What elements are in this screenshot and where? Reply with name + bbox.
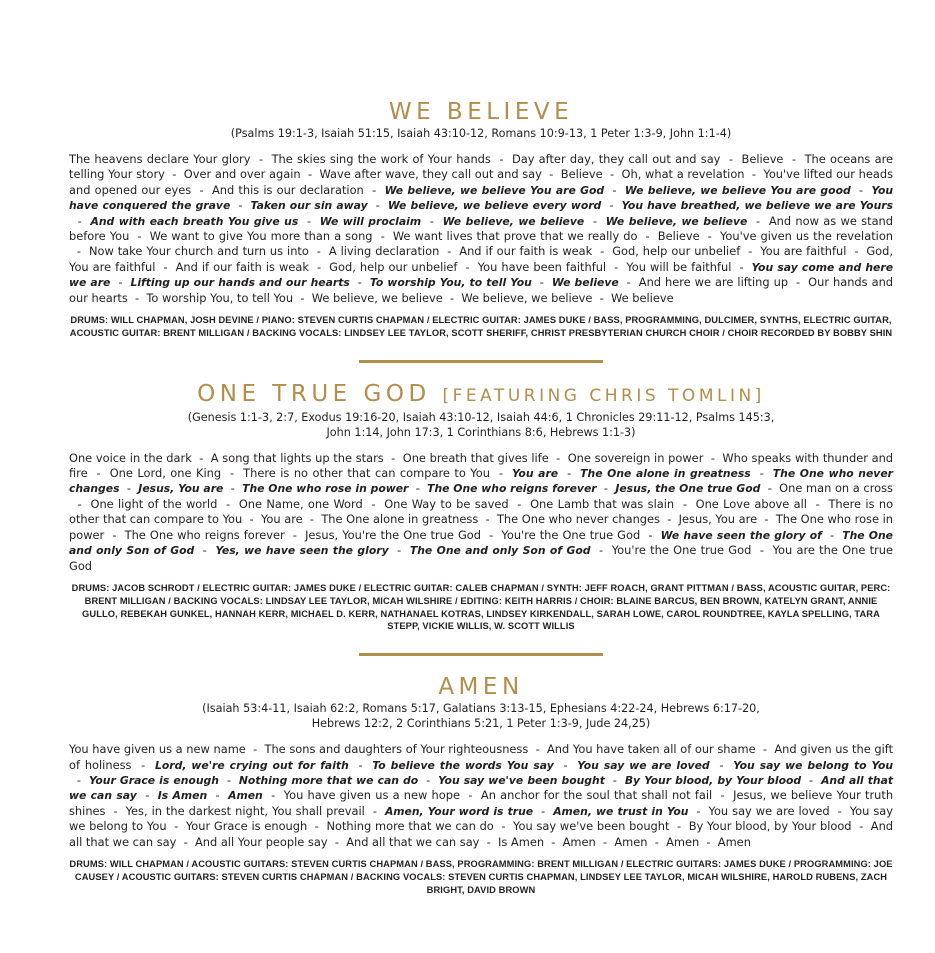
lyric-line: You say we belong to You [69, 803, 894, 834]
lyric-separator: - [590, 543, 612, 558]
lyric-line: An anchor for the soul that shall not fail [480, 788, 713, 803]
lyric-separator: - [223, 481, 243, 496]
lyric-line: The oceans are telling Your story [69, 152, 894, 182]
lyric-separator: - [750, 466, 773, 481]
lyric-separator: - [595, 834, 615, 849]
lyric-line: One breath that gives life [402, 450, 549, 465]
lyric-line: One man on a cross [779, 481, 893, 496]
lyric-separator: - [720, 152, 742, 166]
lyric-line-chorus: Lifting up our hands and our hearts [130, 276, 350, 290]
lyric-separator: - [604, 772, 625, 787]
lyric-line: And all that we can say [69, 819, 894, 849]
lyric-separator: - [601, 198, 622, 213]
scripture-line: John 1:14, John 17:3, 1 Corinthians 8:6, Hebrews 1:1-3) [326, 425, 636, 439]
lyric-line: One Lord, one King [109, 466, 222, 481]
lyric-line: Yes, in the darkest night, You shall prevail [125, 803, 365, 818]
lyric-separator: - [459, 788, 481, 803]
lyrics-text [69, 152, 893, 306]
lyric-line-chorus: You say come and here we are [69, 260, 894, 290]
lyric-line: And here we are lifting up [638, 275, 789, 290]
scripture-line: (Genesis 1:1-3, 2:7, Exodus 19:16-20, Isaiah 43:10-12, Isaiah 44:6, 1 Chronicles 29:11-12, Psalms 145:3, [187, 410, 775, 424]
scripture-references [69, 410, 893, 440]
lyric-line: Jesus, You are [678, 512, 758, 527]
lyric-line-chorus: We believe, we believe every word [387, 199, 602, 213]
lyric-line: And this is our declaration [211, 182, 364, 197]
lyric-separator: - [69, 244, 89, 259]
lyric-separator: - [744, 167, 764, 182]
song-title-text: AMEN [438, 674, 524, 701]
song-title [69, 380, 893, 410]
lyric-separator: - [129, 229, 150, 244]
lyric-separator: - [293, 290, 312, 305]
lyric-separator: - [544, 834, 563, 849]
lyric-separator: - [439, 244, 460, 259]
lyric-separator: - [242, 512, 261, 527]
credits: DRUMS: JACOB SCHRODT / ELECTRIC GUITAR: JAMES DUKE / ELECTRIC GUITAR: CALEB CHAPMAN / SYNTH: JEFF ROACH, GRANT PITTMAN / BASS, ACOUSTIC GUITAR, PERC: BRENT MILLIGAN / BACKING VOCALS: LINDSAY LEE TAYLOR, MICAH WILSHIRE / EDITING: KEITH HARRIS / CHOIR: BLAINE BARCUS, BEN BROWN, KATELYN GRANT, ANNIE GULLO, REBEKAH GUNKEL, HANNAH KERR, MICHAEL D. KERR, NATHANAEL KOTRAS, LINDSEY KIRKENDALL, SARAH LOWE, CAROL ROUNDTREE, KAYLA SPELLING, TARA STEPP, VICKIE WILLIS, W. SCOTT WILLIS [71, 582, 891, 632]
lyric-line: The sons and daughters of Your righteousness [264, 742, 529, 757]
lyric-line-chorus: Taken our sin away [250, 199, 368, 213]
lyric-separator: - [221, 466, 244, 481]
song-we-believe [69, 98, 893, 340]
lyric-line-chorus: The One who rose in power [242, 482, 409, 496]
lyric-line: God, help our unbelief [612, 244, 741, 259]
lyric-separator: - [349, 275, 370, 290]
lyric-separator: - [457, 259, 478, 274]
lyric-separator: - [69, 772, 89, 787]
lyric-line: You say we've been bought [513, 819, 670, 834]
lyric-line: You have given us a new hope [283, 788, 460, 803]
lyric-separator: - [659, 512, 679, 527]
lyric-line: One light of the world [90, 496, 218, 511]
lyric-separator: - [87, 466, 110, 481]
lyric-line: Amen [666, 834, 700, 849]
lyric-line: A living declaration [328, 244, 440, 259]
lyric-line: One Way to be saved [384, 496, 509, 511]
lyric-separator: - [164, 167, 184, 182]
lyric-line: You have given us a new name [69, 742, 246, 757]
lyric-line: Nothing more that we can do [326, 819, 494, 834]
lyric-line-chorus: We believe, we believe [605, 214, 748, 228]
lyric-separator: - [699, 834, 718, 849]
lyric-separator: - [302, 512, 322, 527]
lyric-line: Now take Your church and turn us into [88, 244, 309, 259]
lyric-separator: - [479, 834, 499, 849]
lyric-line-chorus: Amen [228, 789, 263, 803]
lyric-separator: - [755, 742, 775, 757]
lyric-separator: - [308, 244, 329, 259]
lyric-line: You are the One true God [69, 543, 893, 573]
lyric-separator: - [637, 229, 658, 244]
lyric-separator: - [110, 275, 131, 290]
lyric-separator: - [191, 450, 211, 465]
lyric-line-chorus: Is Amen [157, 789, 208, 803]
lyric-separator: - [250, 152, 272, 166]
lyric-line: Jesus, You're the One true God [305, 527, 482, 542]
lyric-line: One Name, one Word [238, 496, 363, 511]
lyric-line: Jesus, we believe Your truth shines [69, 788, 894, 818]
lyric-separator: - [699, 229, 720, 244]
lyric-separator: - [647, 834, 667, 849]
lyric-line: God, help our unbelief [329, 259, 458, 274]
lyric-separator: - [300, 167, 320, 182]
lyric-separator: - [541, 167, 561, 182]
lyric-separator: - [548, 450, 568, 465]
lyric-separator: - [105, 803, 126, 818]
lyric-separator: - [372, 229, 393, 244]
lyric-separator: - [127, 290, 147, 305]
lyric-line: Believe [741, 152, 784, 166]
lyric-separator: - [829, 803, 850, 818]
lyric-separator: - [592, 290, 612, 305]
lyric-line-chorus: Jesus, the One true God [615, 482, 761, 496]
lyric-line: You are [260, 512, 303, 527]
lyric-separator: - [245, 742, 265, 757]
lyric-separator: - [104, 527, 125, 542]
lyric-separator: - [640, 527, 661, 542]
lyric-separator: - [367, 198, 388, 213]
lyric-separator: - [806, 496, 829, 511]
lyric-separator: - [821, 527, 843, 542]
lyric-line: A song that lights up the stars [210, 450, 384, 465]
lyric-line: You say we are loved [708, 803, 830, 818]
lyric-line: Your Grace is enough [185, 819, 308, 834]
lyric-line: And now as we stand before You [69, 213, 894, 244]
lyric-separator: - [788, 275, 809, 290]
lyric-line-chorus: And all that we can say [69, 773, 894, 803]
lyric-separator: - [155, 259, 176, 274]
lyric-separator: - [558, 466, 581, 481]
lyric-separator: - [69, 496, 91, 511]
lyric-line: You've lifted our heads and opened our eyes [69, 167, 894, 197]
lyric-separator: - [604, 182, 625, 197]
lyric-separator: - [230, 198, 251, 213]
lyric-separator: - [531, 275, 552, 290]
lyric-line: And You have taken all of our shame [547, 742, 756, 757]
lyric-line: To worship You, to tell You [146, 290, 294, 305]
lyric-line-chorus: You say we belong to You [733, 758, 894, 772]
lyric-line: One Lamb that was slain [530, 496, 675, 511]
lyric-separator: - [308, 259, 330, 274]
lyric-line: You have been faithful [477, 259, 607, 274]
lyric-separator: - [348, 757, 373, 772]
lyric-separator: - [553, 757, 578, 772]
lyric-line-chorus: The One and only Son of God [409, 544, 591, 558]
lyric-separator: - [478, 512, 497, 527]
lyric-separator: - [751, 543, 773, 558]
lyric-separator: - [731, 259, 752, 274]
lyric-line-chorus: We believe, we believe [442, 214, 585, 228]
lyric-separator: - [364, 803, 385, 818]
lyric-separator: - [362, 496, 385, 511]
song-featuring: [FEATURING CHRIS TOMLIN] [442, 385, 765, 406]
lyric-separator: - [669, 819, 689, 834]
lyric-line-chorus: We will proclaim [319, 214, 422, 228]
lyric-line: And given us the gift of holiness [69, 742, 894, 772]
lyric-line: Day after day, they call out and say [511, 152, 721, 166]
lyric-separator: - [688, 803, 709, 818]
lyric-line: Our hands and our hearts [69, 275, 894, 305]
lyric-line: By Your blood, by Your blood [688, 819, 852, 834]
scripture-line: (Isaiah 53:4-11, Isaiah 62:2, Romans 5:17, Galatians 3:13-15, Ephesians 4:22-24, Hebrews 6:17-20, [202, 702, 760, 716]
lyric-line: Over and over again [183, 167, 301, 182]
lyric-separator: - [712, 788, 734, 803]
lyric-line: You're the One true God [611, 543, 752, 558]
lyric-separator: - [298, 213, 320, 228]
lyric-line: We believe [611, 290, 674, 305]
lyric-separator: - [388, 543, 410, 558]
lyric-separator: - [307, 819, 327, 834]
scripture-references [69, 701, 893, 731]
lyric-separator: - [528, 742, 548, 757]
lyric-line: God, You are faithful [69, 244, 894, 274]
lyric-separator: - [418, 772, 439, 787]
lyric-line: Wave after wave, they call out and say [319, 167, 542, 182]
lyric-separator: - [191, 182, 212, 197]
lyric-separator: - [850, 182, 872, 197]
lyric-line: Believe [657, 229, 700, 244]
lyric-line: The One who rose in power [69, 512, 894, 542]
credits: DRUMS: WILL CHAPMAN, JOSH DEVINE / PIANO: STEVEN CURTIS CHAPMAN / ELECTRIC GUITAR: JAMES DUKE / BASS, PROGRAMMING, DULCIMER, SYNTHS, ELECTRIC GUITAR, ACOUSTIC GUITAR: BRENT MILLIGAN / BACKING VOCALS: LINDSEY LEE TAYLOR, SCOTT SHERIFF, CHRIST PRESBYTERIAN CHURCH CHOIR / CHOIR RECORDED BY BOBBY SHIN [69, 315, 893, 338]
lyric-separator: - [801, 772, 822, 787]
lyric-separator: - [481, 527, 502, 542]
lyric-separator: - [489, 466, 512, 481]
lyric-line: We want to give You more than a song [149, 229, 373, 244]
lyric-line: The One who never changes [496, 512, 660, 527]
lyric-line-chorus: You say we've been bought [438, 773, 605, 787]
lyric-separator: - [194, 543, 216, 558]
lyric-line: And if our faith is weak [459, 244, 593, 259]
lyric-separator: - [747, 213, 769, 228]
lyric-line-chorus: We have seen the glory of [660, 528, 822, 542]
scripture-line: Hebrews 12:2, 2 Corinthians 5:21, 1 Peter 1:3-9, Jude 24,25) [311, 717, 651, 731]
lyric-separator: - [69, 213, 91, 228]
lyric-line: Amen [717, 834, 751, 849]
lyrics-text [69, 742, 893, 850]
lyric-separator: - [363, 182, 385, 197]
lyric-line-chorus: To worship You, to tell You [369, 276, 532, 290]
lyric-separator: - [383, 450, 403, 465]
lyric-separator: - [442, 290, 462, 305]
lyric-line-chorus: The One alone in greatness [580, 467, 751, 481]
lyric-separator: - [618, 275, 639, 290]
lyric-line-chorus: Amen, we trust in You [553, 804, 689, 818]
lyric-separator: - [533, 803, 554, 818]
lyric-separator: - [846, 244, 867, 259]
lyric-line-chorus: We believe [551, 276, 619, 290]
lyric-separator: - [592, 244, 613, 259]
lyric-line-chorus: You say we are loved [577, 758, 710, 772]
lyric-separator: - [119, 481, 139, 496]
lyric-line-chorus: By Your blood, by Your blood [624, 773, 802, 787]
lyric-separator: - [490, 152, 512, 166]
lyric-line-chorus: Nothing more that we can do [238, 773, 419, 787]
lyric-line-chorus: The One who never changes [69, 467, 893, 496]
lyric-separator: - [602, 167, 622, 182]
lyric-line: And all that we can say [346, 834, 480, 849]
lyric-separator: - [508, 496, 531, 511]
lyric-separator: - [760, 481, 780, 496]
lyric-line: Who speaks with thunder and fire [69, 450, 894, 481]
lyric-line: Amen [562, 834, 596, 849]
lyric-line: The One alone in greatness [321, 512, 479, 527]
lyric-line-chorus: You have conquered the grave [69, 183, 894, 213]
lyric-separator: - [327, 834, 347, 849]
lyric-separator: - [217, 496, 239, 511]
lyric-line: We believe, we believe [311, 290, 443, 305]
scripture-references [69, 126, 893, 141]
scripture-line: (Psalms 19:1-3, Isaiah 51:15, Isaiah 43:10-12, Romans 10:9-13, 1 Peter 1:3-9, John 1:1-4) [230, 127, 732, 140]
lyric-separator: - [584, 213, 606, 228]
lyric-line: Believe [560, 167, 603, 182]
lyric-separator: - [493, 819, 514, 834]
lyric-separator: - [166, 819, 186, 834]
lyric-separator: - [421, 213, 443, 228]
lyric-line: And if our faith is weak [175, 259, 309, 274]
lyric-line: We want lives that prove that we really do [392, 229, 638, 244]
song-title-text: ONE TRUE GOD [197, 380, 431, 407]
song-title [69, 98, 893, 126]
song-amen [69, 673, 893, 896]
lyric-separator: - [757, 512, 776, 527]
lyric-line: One Love above all [695, 496, 807, 511]
lyric-line: Oh, what a revelation [621, 167, 745, 182]
credits: DRUMS: WILL CHAPMAN / ACOUSTIC GUITARS: STEVEN CURTIS CHAPMAN / BASS, PROGRAMMING: BRENT MILLIGAN / ELECTRIC GUITARS: JAMES DUKE / PROGRAMMING: JOE CAUSEY / ACOUSTIC GUITARS: STEVEN CURTIS CHAPMAN / BACKING VOCALS: STEVEN CURTIS CHAPMAN, LINDSEY LEE TAYLOR, MICAH WILSHIRE, HAROLD RUBENS, ZACH BRIGHT, DAVID BROWN [69, 858, 893, 895]
lyric-separator: - [606, 259, 627, 274]
lyric-line: We believe, we believe [461, 290, 593, 305]
lyric-line-chorus: You are [512, 467, 559, 481]
lyric-line-chorus: And with each breath You give us [90, 214, 299, 228]
lyric-line: The heavens declare Your glory [69, 152, 251, 166]
lyric-separator: - [284, 527, 306, 542]
lyric-line: The skies sing the work of Your hands [271, 152, 491, 166]
lyric-line: Amen [614, 834, 648, 849]
lyric-line-chorus: Yes, we have seen the glory [215, 544, 389, 558]
lyrics-page [69, 98, 893, 896]
section-divider [359, 360, 603, 363]
lyric-line-chorus: Amen, Your word is true [384, 804, 534, 818]
lyric-separator: - [596, 481, 616, 496]
lyric-line-chorus: The One and only Son of God [69, 528, 893, 558]
lyric-separator: - [709, 757, 734, 772]
lyric-separator: - [218, 772, 239, 787]
lyric-separator: - [851, 819, 871, 834]
lyric-line: You're the One true God [501, 527, 641, 542]
lyric-separator: - [408, 481, 428, 496]
section-divider [359, 653, 603, 656]
lyric-line-chorus: We believe, we believe You are God [384, 183, 605, 197]
lyric-line: Is Amen [498, 834, 545, 849]
lyric-separator: - [176, 834, 195, 849]
song-title [69, 673, 893, 701]
lyrics-text [69, 451, 893, 574]
lyric-separator: - [740, 244, 761, 259]
lyric-line: You will be faithful [626, 259, 732, 274]
lyric-line: The One who reigns forever [124, 527, 285, 542]
lyric-line-chorus: We believe, we believe You are good [624, 183, 851, 197]
lyric-line-chorus: Your Grace is enough [88, 773, 219, 787]
song-one-true-god [69, 380, 893, 633]
lyric-separator: - [703, 450, 723, 465]
lyric-line-chorus: You have breathed, we believe we are Yours [621, 199, 894, 213]
lyric-separator: - [136, 788, 158, 803]
lyric-separator: - [262, 788, 284, 803]
song-title-text: WE BELIEVE [388, 99, 574, 125]
lyric-line-chorus: To believe the words You say [372, 758, 554, 772]
lyric-line: There is no other that can compare to You [243, 466, 490, 481]
lyric-line: And all Your people say [194, 834, 328, 849]
lyric-line: You are faithful [760, 244, 847, 259]
lyric-line-chorus: The One who reigns forever [427, 482, 597, 496]
lyric-separator: - [783, 152, 805, 166]
lyric-separator: - [674, 496, 696, 511]
lyric-line-chorus: Jesus, You are [138, 482, 224, 496]
lyric-line: One voice in the dark [69, 450, 192, 465]
lyric-line: One sovereign in power [567, 450, 704, 465]
lyric-separator: - [207, 788, 229, 803]
lyric-line: You've given us the revelation [719, 229, 894, 244]
lyric-separator: - [131, 757, 155, 772]
lyric-line: There is no other that can compare to You [69, 496, 894, 527]
lyric-line-chorus: Lord, we're crying out for faith [154, 758, 349, 772]
